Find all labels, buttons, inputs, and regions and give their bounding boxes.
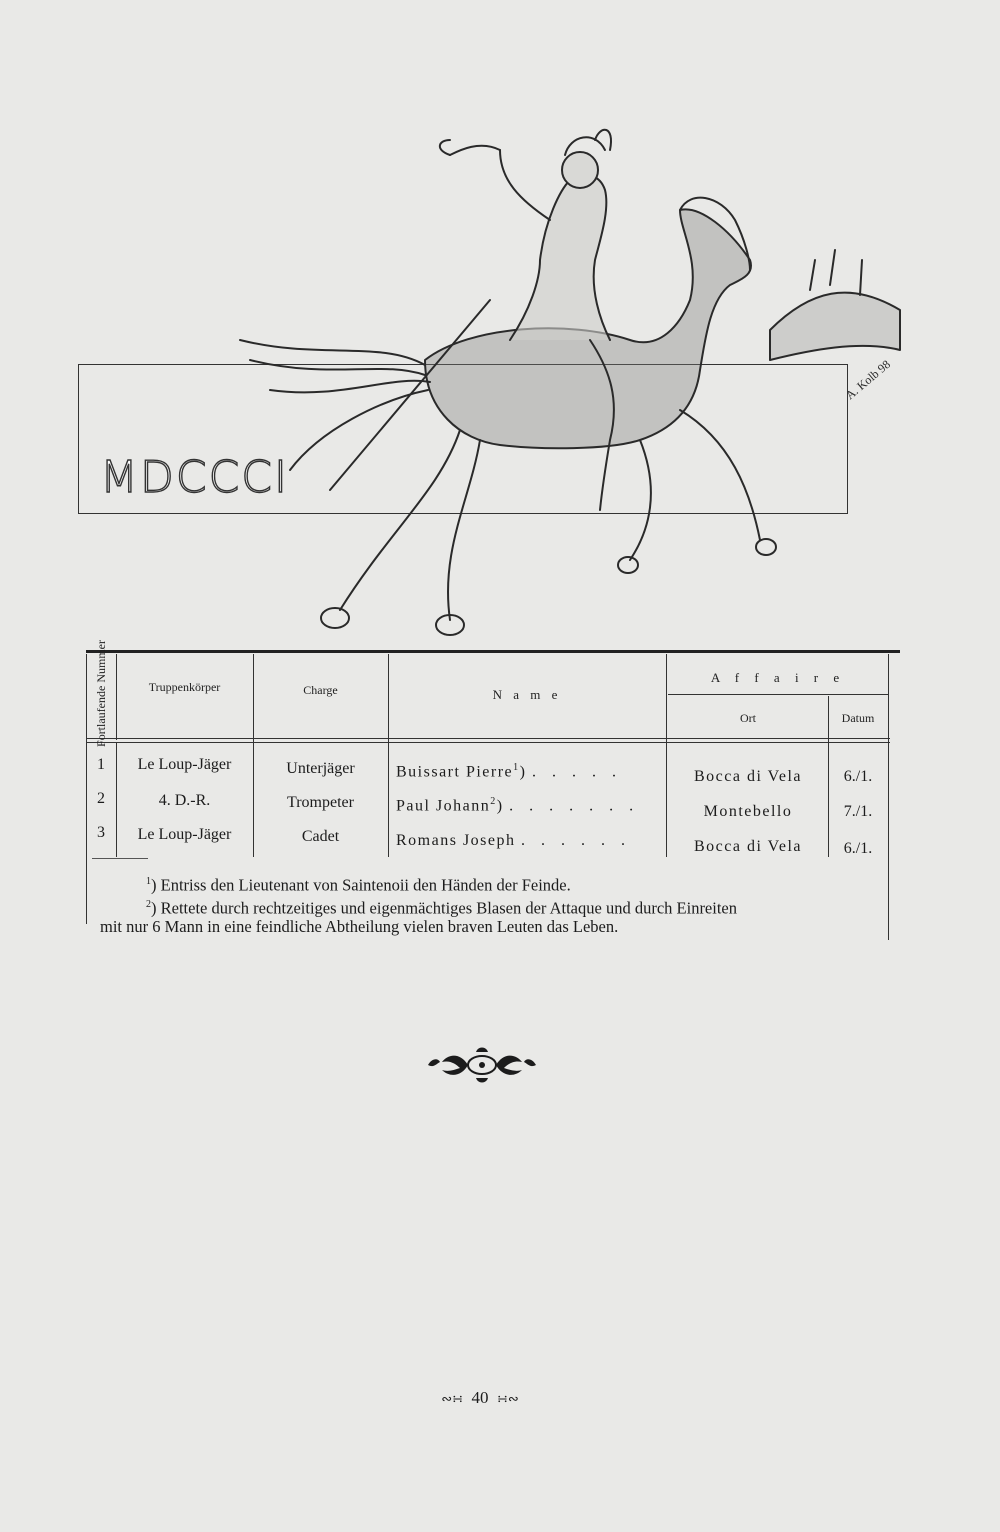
affaire-subrule [668,694,888,695]
row-name: Romans Joseph . . . . . . [396,832,631,849]
footnote-2-continued: mit nur 6 Mann in eine feindliche Abtheilung vielen braven Leuten das Leben. [100,917,619,936]
row-datum: 7./1. [843,803,873,820]
row-name: Paul Johann$^2$) . . . . . . . [396,796,640,815]
table-header-rule [86,738,890,743]
row-troop: Le Loup-Jäger [137,826,232,843]
table-top-rule [86,650,900,653]
header-troop: Truppenkörper [148,680,221,694]
header-datum: Datum [841,711,875,725]
row-datum: 6./1. [843,768,873,785]
row-number: 3 [97,824,105,841]
col-divider [666,654,667,857]
row-ort: Bocca di Vela [693,768,803,785]
footnote-1: $^1$) Entriss den Lieutenant von Saintenoii den Händen der Feinde. [146,875,571,895]
col-divider [116,654,117,740]
header-ort: Ort [740,711,756,725]
artist-signature: A. Kolb 98 [842,357,894,403]
year-title: MDCCCI [100,452,289,503]
header-affaire: A f f a i r e [710,670,846,685]
row-datum: 6./1. [843,840,873,857]
row-charge: Trompeter [287,794,354,811]
footnote-rule [92,858,148,859]
footnote-2: $^2$) Rettete durch rechtzeitiges und eigenmächtiges Blasen der Attaque und durch Einreiten [146,898,737,917]
row-troop: Le Loup-Jäger [137,756,232,773]
row-ort: Montebello [703,803,793,820]
row-troop: 4. D.-R. [158,792,211,809]
row-number: 2 [97,790,105,807]
header-name: N a m e [492,687,562,702]
col-divider [388,654,389,857]
row-charge: Unterjäger [286,760,355,777]
page-number: ∾∺ 40 ∺∾ [441,1388,519,1407]
row-charge: Cadet [301,828,340,845]
cavalry-rider-illustration [210,110,910,650]
row-ort: Bocca di Vela [693,838,803,855]
floral-ornament-icon [420,1042,544,1088]
header-number: Fortlaufende Nummer [93,639,108,747]
footnotes [100,872,890,936]
header-charge: Charge [303,683,338,697]
row-number: 1 [97,756,105,773]
row-name: Buissart Pierre$^1$) . . . . . [396,762,622,781]
